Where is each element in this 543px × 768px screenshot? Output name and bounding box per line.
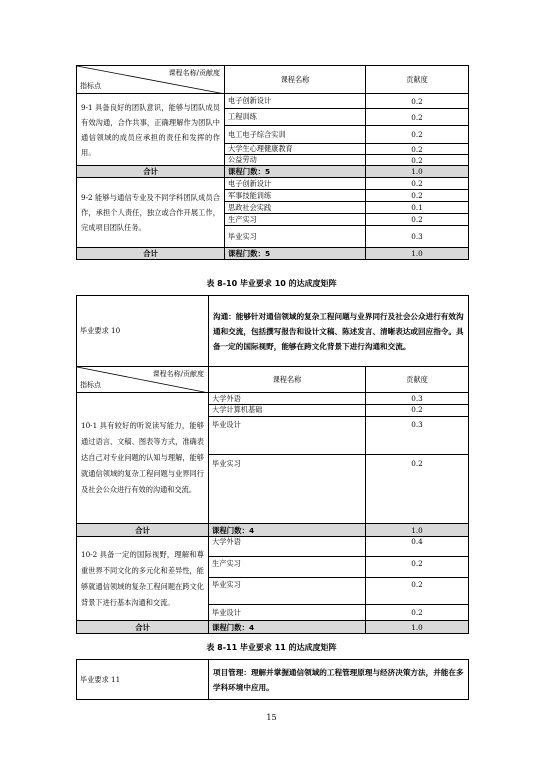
course-name: 生产实习 (209, 557, 366, 578)
course-name: 毕业实习 (209, 455, 366, 524)
course-contribution: 0.2 (366, 94, 469, 109)
total-label: 合计 (77, 621, 209, 634)
diag-header-bottom: 指标点 (80, 82, 101, 90)
requirement-label: 毕业要求 11 (77, 660, 209, 700)
course-contribution: 0.3 (366, 226, 469, 248)
indicator-10-1: 10-1 具有较好的听说读写能力，能够通过语言、文稿、图表等方式，准确表达自己对专业问题的认知与理解，能够就通信领域的复杂工程问题与业界同行及社会公众进行有效的沟通和交流。 (77, 393, 209, 524)
course-contribution: 0.2 (366, 109, 469, 126)
matrix-table-9 (76, 65, 469, 260)
course-name: 公益劳动 (225, 155, 366, 166)
page-number: 15 (266, 713, 277, 722)
indicator-10-2: 10-2 具备一定的国际视野，理解和尊重世界不同文化的多元化和差异性，能够就通信领域的复杂工程问题在跨文化背景下进行基本沟通和交流。 (77, 537, 209, 621)
course-contribution: 0.2 (366, 126, 469, 144)
course-contribution: 0.3 (366, 417, 469, 455)
course-contribution: 0.3 (366, 393, 469, 405)
course-contribution: 0.2 (366, 190, 469, 202)
total-contribution: 1.0 (366, 621, 469, 634)
course-name: 工程训练 (225, 109, 366, 126)
diag-header-bottom: 指标点 (80, 381, 101, 389)
course-name: 思政社会实践 (225, 202, 366, 214)
total-label: 合计 (77, 248, 225, 260)
course-contribution: 0.2 (366, 214, 469, 226)
diagonal-header-cell (77, 367, 209, 393)
course-name: 大学外语 (209, 537, 366, 557)
course-name: 电子创新设计 (225, 94, 366, 109)
total-course-count: 课程门数：4 (209, 524, 366, 537)
indicator-9-1: 9-1 具备良好的团队意识，能够与团队成员有效沟通，合作共事，正确理解作为团队中通信领域的成员应承担的责任和发挥的作用。 (77, 94, 225, 166)
course-contribution: 0.2 (366, 557, 469, 578)
total-contribution: 1.0 (366, 524, 469, 537)
course-contribution: 0.2 (366, 605, 469, 621)
course-contribution: 0.2 (366, 578, 469, 605)
course-column-header: 课程名称 (225, 66, 366, 94)
course-name: 大学生心理健康教育 (225, 144, 366, 155)
course-name: 大学计算机基础 (209, 405, 366, 417)
requirement-text: 项目管理：理解并掌握通信领域的工程管理原理与经济决策方法，并能在多学科环境中应用。 (209, 660, 469, 700)
course-contribution: 0.2 (366, 178, 469, 190)
total-label: 合计 (77, 166, 225, 178)
course-contribution: 0.2 (366, 155, 469, 166)
contribution-column-header: 贡献度 (366, 367, 469, 393)
course-name: 毕业实习 (225, 226, 366, 248)
matrix-table-11 (76, 659, 469, 700)
course-name: 军事技能训练 (225, 190, 366, 202)
requirement-label: 毕业要求 10 (77, 296, 209, 367)
diag-header-top: 课程名称/贡献度 (168, 69, 220, 77)
total-course-count: 课程门数：5 (225, 248, 366, 260)
requirement-text: 沟通：能够针对通信领域的复杂工程问题与业界同行及社会公众进行有效沟通和交流，包括撰写报告和设计文稿、陈述发言、清晰表达或回应指令。具备一定的国际视野，能够在跨文化背景下进行沟通和交流。 (209, 296, 469, 367)
course-name: 电子创新设计 (225, 178, 366, 190)
course-contribution: 0.4 (366, 537, 469, 557)
table-caption-8-11: 表 8-11 毕业要求 11 的达成度矩阵 (206, 643, 337, 652)
course-contribution: 0.2 (366, 455, 469, 524)
course-column-header: 课程名称 (209, 367, 366, 393)
total-contribution: 1.0 (366, 166, 469, 178)
total-label: 合计 (77, 524, 209, 537)
diagonal-header-cell (77, 66, 225, 94)
matrix-table-10 (76, 295, 469, 634)
course-name: 毕业设计 (209, 605, 366, 621)
course-name: 毕业实习 (209, 578, 366, 605)
total-contribution: 1.0 (366, 248, 469, 260)
course-name: 电工电子综合实训 (225, 126, 366, 144)
table-caption-8-10: 表 8-10 毕业要求 10 的达成度矩阵 (206, 279, 337, 288)
course-contribution: 0.2 (366, 405, 469, 417)
contribution-column-header: 贡献度 (366, 66, 469, 94)
course-contribution: 0.1 (366, 202, 469, 214)
course-contribution: 0.2 (366, 144, 469, 155)
course-name: 生产实习 (225, 214, 366, 226)
total-course-count: 课程门数：4 (209, 621, 366, 634)
diag-header-top: 课程名称/贡献度 (152, 370, 204, 378)
indicator-9-2: 9-2 能够与通信专业及不同学科团队成员合作，承担个人责任，独立或合作开展工作，完成项目团队任务。 (77, 178, 225, 248)
total-course-count: 课程门数：5 (225, 166, 366, 178)
course-name: 毕业设计 (209, 417, 366, 455)
course-name: 大学外语 (209, 393, 366, 405)
